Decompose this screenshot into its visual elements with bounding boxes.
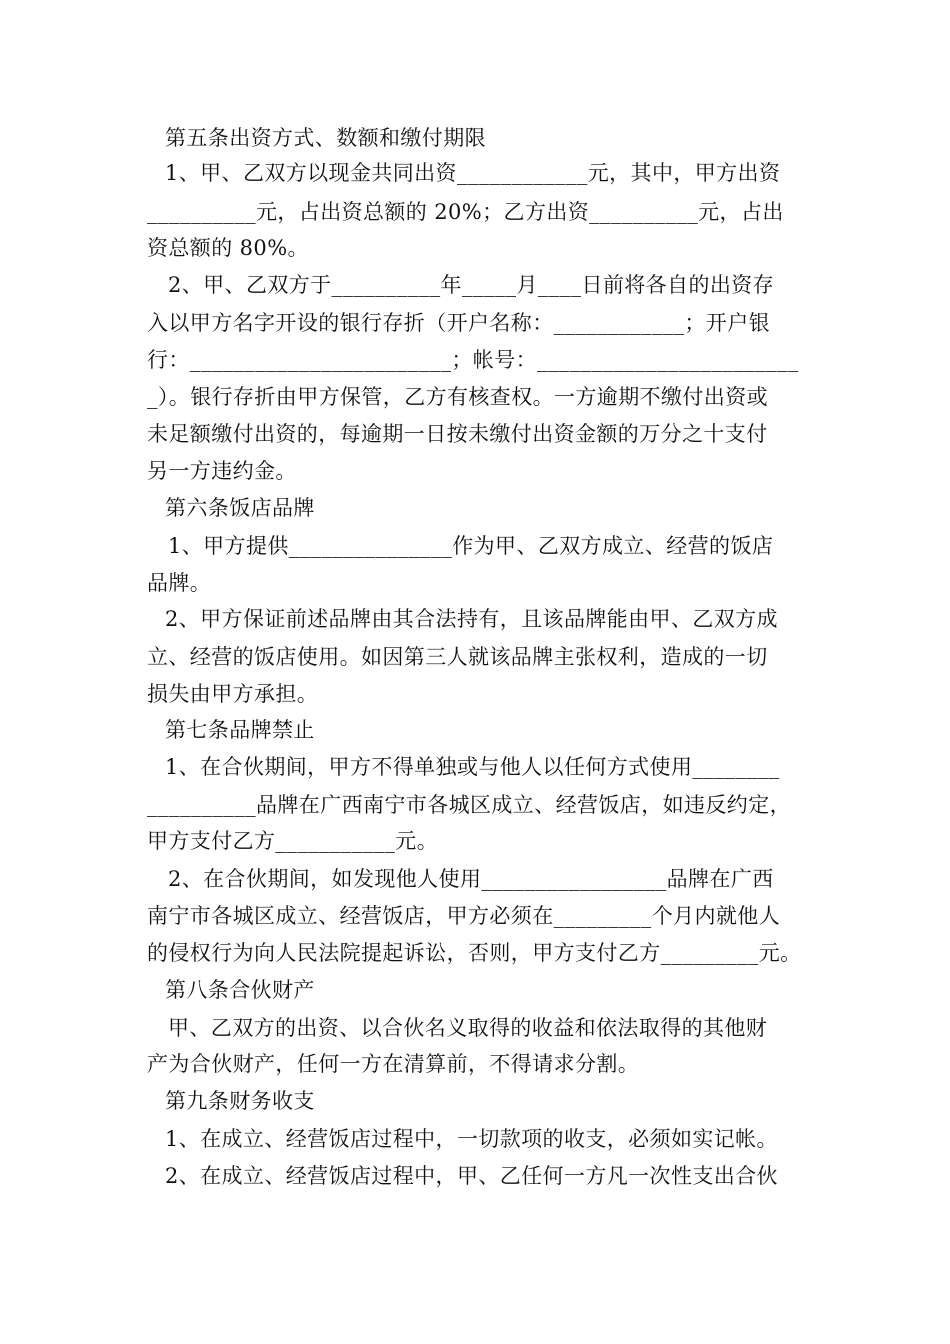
clause-6-item-2-line-1: 2、甲方保证前述品牌由其合法持有，且该品牌能由甲、乙双方成 (165, 607, 778, 631)
clause-5-item-2-line-2: 入以甲方名字开设的银行存折（开户名称：____________；开户银 (147, 311, 770, 335)
clause-5-item-2-line-4: _）。银行存折由甲方保管，乙方有核查权。一方逾期不缴付出资或 (147, 385, 768, 409)
clause-8-heading: 第八条合伙财产 (165, 978, 315, 1002)
clause-5-item-1-line-2: __________元，占出资总额的 20%；乙方出资__________元，占出 (147, 200, 784, 224)
clause-7-item-2-line-2: 南宁市各城区成立、经营饭店，甲方必须在_________个月内就他人 (147, 904, 781, 928)
clause-5-item-1-line-3: 资总额的 80%。 (147, 236, 309, 260)
clause-8-body-line-2: 产为合伙财产，任何一方在清算前，不得请求分割。 (147, 1052, 640, 1076)
clause-6-item-2-line-2: 立、经营的饭店使用。如因第三人就该品牌主张权利，造成的一切 (147, 645, 768, 669)
clause-5-heading: 第五条出资方式、数额和缴付期限 (165, 126, 486, 150)
clause-5-item-2-line-1: 2、甲、乙双方于__________年_____月____日前将各自的出资存 (168, 273, 775, 297)
clause-9-item-2-line-1: 2、在成立、经营饭店过程中，甲、乙任何一方凡一次性支出合伙 (165, 1164, 778, 1188)
clause-7-item-2-line-3: 的侵权行为向人民法院提起诉讼，否则，甲方支付乙方_________元。 (147, 941, 802, 965)
clause-6-item-1-line-1: 1、甲方提供_______________作为甲、乙双方成立、经营的饭店 (168, 534, 774, 558)
clause-5-item-2-line-5: 未足额缴付出资的，每逾期一日按未缴付出资金额的万分之十支付 (147, 422, 768, 446)
clause-7-heading: 第七条品牌禁止 (165, 718, 315, 742)
clause-5-item-2-line-6: 另一方违约金。 (147, 459, 297, 483)
clause-5-item-2-line-3: 行：________________________；帐号：________________________ (147, 348, 799, 372)
clause-8-body-line-1: 甲、乙双方的出资、以合伙名义取得的收益和依法取得的其他财 (168, 1016, 768, 1040)
clause-7-item-1-line-3: 甲方支付乙方___________元。 (147, 829, 439, 853)
clause-7-item-1-line-2: __________品牌在广西南宁市各城区成立、经营饭店，如违反约定， (147, 793, 791, 817)
clause-9-heading: 第九条财务收支 (165, 1089, 315, 1113)
clause-7-item-2-line-1: 2、在合伙期间，如发现他人使用_________________品牌在广西 (168, 867, 774, 891)
clause-5-item-1-line-1: 1、甲、乙双方以现金共同出资____________元，其中，甲方出资 (165, 161, 781, 185)
clause-6-item-2-line-3: 损失由甲方承担。 (147, 682, 319, 706)
clause-9-item-1: 1、在成立、经营饭店过程中，一切款项的收支，必须如实记帐。 (165, 1127, 778, 1151)
clause-6-heading: 第六条饭店品牌 (165, 496, 315, 520)
clause-7-item-1-line-1: 1、在合伙期间，甲方不得单独或与他人以任何方式使用________ (165, 755, 780, 779)
clause-6-item-1-line-2: 品牌。 (147, 571, 212, 595)
